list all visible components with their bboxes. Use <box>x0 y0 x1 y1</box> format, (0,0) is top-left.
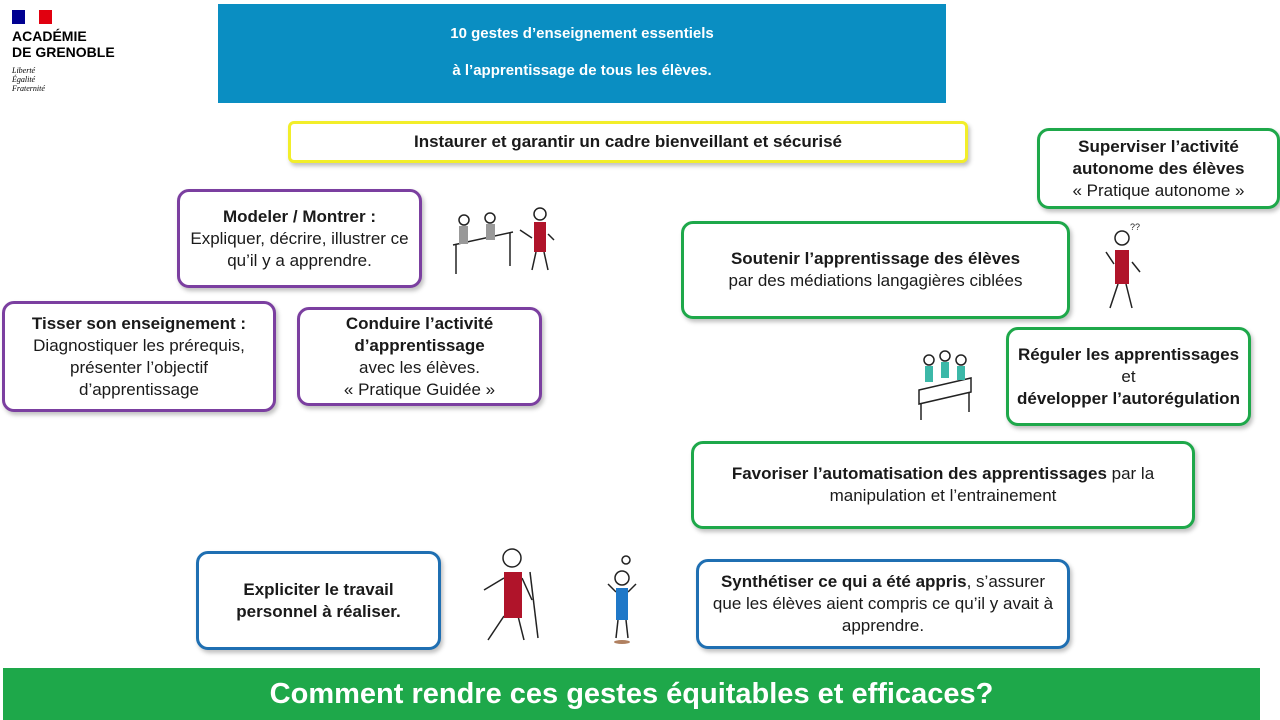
conduire-box <box>297 307 542 406</box>
students-ideas-icon <box>915 340 975 422</box>
motto-fraternite: Fraternité <box>12 84 45 93</box>
synthetiser-text: , s’assurer que les élèves aient compris ce qu’il y avait à apprendre. <box>712 572 1054 635</box>
tisser-text: Diagnostiquer les prérequis, présenter l’objectif d’apprentissage <box>33 335 245 399</box>
soutenir-text: par des médiations langagières ciblées <box>728 271 1023 290</box>
synthetiser-box <box>696 559 1070 649</box>
favoriser-text: par la manipulation et l’entrainement <box>829 464 1155 505</box>
conduire-text2: « Pratique Guidée » <box>343 379 496 399</box>
title-line2: à l’apprentissage de tous les élèves. <box>452 62 712 79</box>
reguler-bold1: Réguler les apprentissages <box>1017 344 1240 364</box>
conduire-text: avec les élèves. <box>359 357 480 377</box>
soutenir-box <box>681 221 1070 319</box>
reguler-line1 <box>1017 344 1240 388</box>
tisser-box <box>2 301 276 412</box>
idea-student-icon <box>604 550 644 650</box>
tisser-title: Tisser son enseignement : <box>31 313 247 333</box>
teacher-explaining-icon <box>448 200 560 280</box>
motto-egalite: Égalité <box>12 75 36 84</box>
cadre-box <box>288 121 968 163</box>
expliciter-text: Expliciter le travail personnel à réaliser. <box>236 579 401 621</box>
synthetiser-title: Synthétiser ce qui a été appris <box>720 572 967 591</box>
title-box <box>218 4 946 103</box>
bottom-banner: Comment rendre ces gestes équitables et efficaces? <box>3 668 1260 720</box>
french-flag-icon <box>12 10 52 24</box>
conduire-title: Conduire l’activité d’apprentissage <box>345 313 494 355</box>
superviser-title: Superviser l’activité autonome des élèves <box>1072 136 1245 178</box>
synthetiser-text-block <box>707 571 1059 637</box>
reguler-bold2: développer l’autorégulation <box>1017 388 1240 408</box>
reguler-box <box>1006 327 1251 426</box>
superviser-box <box>1037 128 1280 209</box>
soutenir-title: Soutenir l’apprentissage des élèves <box>730 249 1021 268</box>
seated-teacher-icon <box>474 542 554 650</box>
title-line1: 10 gestes d’enseignement essentiels <box>450 25 714 42</box>
svg-text:??: ?? <box>1130 222 1141 232</box>
logo-name-line2: DE GRENOBLE <box>12 44 115 60</box>
favoriser-box <box>691 441 1195 529</box>
modeler-box <box>177 189 422 288</box>
academie-logo <box>12 10 142 93</box>
superviser-text: « Pratique autonome » <box>1072 180 1245 200</box>
favoriser-text-block <box>702 463 1184 507</box>
cadre-text: Instaurer et garantir un cadre bienveillant et sécurisé <box>414 132 842 151</box>
reguler-text1: et <box>1121 366 1136 386</box>
modeler-text: Expliquer, décrire, illustrer ce qu’il y a apprendre. <box>190 228 409 270</box>
motto-liberte: Liberté <box>12 66 36 75</box>
favoriser-title: Favoriser l’automatisation des apprentissages <box>731 464 1107 483</box>
modeler-title: Modeler / Montrer : <box>222 206 376 226</box>
logo-name-line1: ACADÉMIE <box>12 28 87 44</box>
logo-motto <box>12 66 142 93</box>
expliciter-box <box>196 551 441 650</box>
thinking-student-icon <box>1100 222 1148 314</box>
